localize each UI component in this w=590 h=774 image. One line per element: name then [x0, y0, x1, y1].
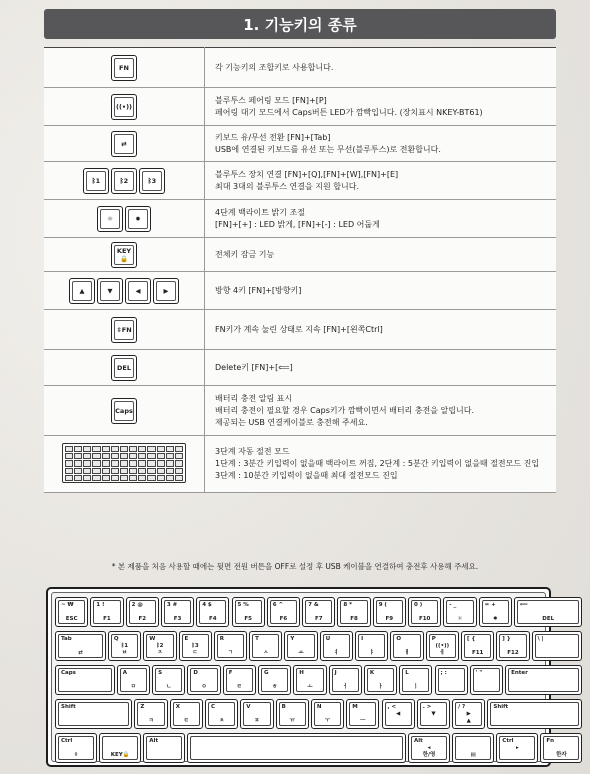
description-line: 배터리 충전 알림 표시 [215, 393, 293, 403]
keyboard-key [382, 699, 415, 729]
key-legend: ㅁ [130, 684, 137, 690]
key-legend: F7 [314, 616, 323, 622]
description-line: FN키가 계속 눌린 상태로 지속 [FN]+[왼쪽Ctrl] [215, 324, 383, 334]
function-row [44, 386, 556, 436]
key-legend: F10 [418, 616, 431, 622]
key-legend: ESC [65, 616, 78, 622]
keycap-icon [111, 242, 137, 268]
key-legend: Caps [61, 670, 76, 676]
key-icons-cell [44, 310, 205, 350]
description-cell [205, 162, 557, 200]
description-cell [205, 238, 557, 272]
keyboard-key [143, 631, 176, 661]
keyboard-key [364, 665, 397, 695]
description-line: 블루투스 페어링 모드 [FN]+[P] [215, 95, 327, 105]
function-row [44, 200, 556, 238]
keyboard-key [170, 699, 203, 729]
function-row [44, 238, 556, 272]
key-icons-cell [44, 88, 205, 126]
description-cell [205, 88, 557, 126]
keyboard-key [514, 597, 583, 627]
key-legend: 2 @ [131, 602, 143, 608]
key-legend: ㄹ [236, 684, 242, 690]
description-line: 최대 3대의 블루투스 연결을 지원 합니다. [215, 181, 359, 191]
key-legend: Shift [61, 704, 76, 710]
keyboard-key [108, 631, 141, 661]
key-legend: Enter [511, 670, 528, 676]
keycap-label: ▶ [156, 281, 176, 301]
description-cell [205, 272, 557, 310]
description-line: Delete키 [FN]+[⟸] [215, 362, 293, 372]
keycap-label: ᛒ1 [86, 171, 106, 191]
key-legend: M [352, 704, 358, 710]
key-legend: O [396, 636, 402, 642]
section-title: 1. 기능키의 종류 [243, 15, 357, 34]
key-legend: ㅂ [121, 650, 128, 656]
key-legend: R [219, 636, 225, 642]
description-line: 블루투스 장치 연결 [FN]+[Q],[FN]+[W],[FN]+[E] [215, 169, 399, 179]
keyboard-key [443, 597, 476, 627]
key-legend: ◂ [427, 745, 431, 751]
key-legend: K [369, 670, 375, 676]
key-legend: 1 ! [96, 602, 105, 608]
key-legend: S [158, 670, 163, 676]
keyboard-key [143, 733, 185, 763]
keyboard-key [390, 631, 423, 661]
keyboard-key [240, 699, 273, 729]
key-legend: \ | [537, 636, 544, 642]
keyboard-key [90, 597, 123, 627]
keyboard-key [470, 665, 503, 695]
key-legend: KEY🔒 [110, 752, 130, 758]
description-line: 키보드 유/무선 전환 [FN]+[Tab] [215, 132, 331, 142]
key-legend: ~ ₩ [61, 602, 74, 608]
keycap-icon [69, 278, 95, 304]
key-legend: ㅜ [324, 718, 331, 724]
key-legend: ㅠ [289, 718, 295, 724]
keycap-icon [111, 317, 137, 343]
key-legend: F9 [385, 616, 394, 622]
keycap-icon [125, 278, 151, 304]
key-legend: ((•)) [435, 643, 450, 649]
key-legend: ㅈ [157, 650, 163, 656]
keyboard-key [496, 631, 529, 661]
keyboard-key [329, 665, 362, 695]
key-legend: 한/영 [422, 752, 436, 758]
description-cell [205, 436, 557, 493]
function-row [44, 88, 556, 126]
key-legend: ㅔ [439, 650, 445, 656]
keyboard-key [426, 631, 459, 661]
key-icons-cell [44, 162, 205, 200]
description-line: 각 기능키의 조합키로 사용합니다. [215, 62, 334, 72]
key-legend: ᛒ3 [191, 643, 199, 649]
keycap-label: ☼ [100, 209, 120, 229]
key-legend: Tab [61, 636, 72, 642]
key-legend: ㅊ [218, 718, 225, 724]
key-legend: 3 # [166, 602, 178, 608]
keyboard-key [496, 733, 538, 763]
keyboard-key [320, 631, 353, 661]
key-legend: 8 * [343, 602, 353, 608]
key-legend: C [211, 704, 216, 710]
key-legend: F1 [103, 616, 111, 622]
description-cell [205, 310, 557, 350]
key-icons-cell [44, 200, 205, 238]
key-legend: T [255, 636, 259, 642]
key-legend: = + [484, 602, 496, 608]
key-legend: ㄷ [192, 650, 198, 656]
keycap-label: ⇄ [114, 134, 134, 154]
keycap-label: ◀ [128, 281, 148, 301]
keyboard-key [55, 665, 115, 695]
keyboard-key [276, 699, 309, 729]
description-cell [205, 386, 557, 436]
keyboard-key [126, 597, 159, 627]
key-legend: ㅑ [369, 650, 375, 656]
keycap-label: FN [114, 58, 134, 78]
key-legend: F [228, 670, 233, 676]
keyboard-key [505, 665, 582, 695]
key-legend: ㅇ [201, 684, 207, 690]
key-legend: Shift [493, 704, 509, 710]
function-row [44, 310, 556, 350]
keycap-icon [111, 398, 137, 424]
keyboard-key [196, 597, 229, 627]
keyboard-key [55, 631, 106, 661]
keycap-icon [111, 168, 137, 194]
key-legend: ㄱ [227, 650, 234, 656]
keyboard-key [399, 665, 432, 695]
keycap-icon [111, 94, 137, 120]
keyboard-key [479, 597, 512, 627]
keyboard-key [258, 665, 291, 695]
keycap-label: Caps [114, 401, 134, 421]
keyboard-diagram [46, 587, 567, 767]
key-legend: Y [290, 636, 295, 642]
key-legend: F8 [350, 616, 358, 622]
keyboard-key [452, 733, 494, 763]
key-legend: Alt [149, 738, 159, 744]
keyboard-key [487, 699, 582, 729]
keycap-label: ᛒ2 [114, 171, 134, 191]
key-legend: , < [387, 704, 397, 710]
keyboard-key [355, 631, 388, 661]
key-icons-cell [44, 386, 205, 436]
keyboard-key [337, 597, 370, 627]
keyboard-key [205, 699, 238, 729]
keyboard-key [99, 733, 141, 763]
key-legend: B [281, 704, 286, 710]
keyboard-key [161, 597, 194, 627]
keyboard-key [311, 699, 344, 729]
keyboard-key [55, 597, 88, 627]
keyboard-key [408, 733, 450, 763]
keycap-label: ((•)) [114, 97, 134, 117]
description-line: 배터리 충전이 필요할 경우 Caps키가 깜빡이면서 배터리 충전을 알립니다. [215, 405, 475, 415]
key-legend: D [193, 670, 198, 676]
keyboard-key [417, 699, 450, 729]
key-legend: ▶ [466, 711, 471, 717]
description-cell [205, 350, 557, 386]
key-legend: H [299, 670, 304, 676]
keyboard-key [249, 631, 282, 661]
description-line: 4단계 백라이트 밝기 조절 [215, 207, 305, 217]
key-legend: ㅓ [342, 684, 348, 690]
function-row [44, 436, 556, 493]
key-legend: ᛒ1 [120, 643, 129, 649]
key-legend: V [246, 704, 251, 710]
keycap-label: ▲ [72, 281, 92, 301]
description-line: 3단계 자동 절전 모드 [215, 447, 290, 456]
key-legend: F3 [173, 616, 182, 622]
keyboard-key [134, 699, 167, 729]
key-legend: ㅌ [183, 718, 189, 724]
description-cell [205, 126, 557, 162]
key-legend: 5 % [237, 602, 249, 608]
keycap-icon [111, 55, 137, 81]
key-legend: L [405, 670, 409, 676]
key-legend: Q [113, 636, 119, 642]
function-row [44, 126, 556, 162]
keycap-icon [111, 131, 137, 157]
key-legend: ▸ [515, 745, 519, 751]
key-legend: ㅗ [307, 684, 313, 690]
keyboard-key [232, 597, 265, 627]
key-legend: ▼ [431, 711, 436, 717]
key-legend: F6 [279, 616, 288, 622]
keycap-icon [97, 206, 123, 232]
description-line: 3단계 : 10분간 키입력이 없을때 최대 절전모드 진입 [215, 471, 398, 480]
description-line: 1단계 : 3분간 키입력이 없을때 백라이트 꺼짐, 2단계 : 5분간 키입력이 없을때 절전모드 진입 [215, 459, 540, 468]
key-legend: U [325, 636, 331, 642]
key-legend: ' " [475, 670, 483, 676]
usage-note: * 본 제품을 처음 사용할 때에는 뒷면 전원 버튼을 OFF로 설정 후 USB 케이블을 연결하여 충전후 사용해 주세요. [111, 562, 479, 571]
keycap-icon [153, 278, 179, 304]
keycap-icon [125, 206, 151, 232]
key-legend: ◀ [396, 711, 401, 717]
key-legend: ; : [440, 670, 447, 676]
key-icons-cell [44, 48, 205, 88]
key-legend: ▤ [470, 752, 476, 758]
key-legend: P [431, 636, 436, 642]
keyboard-key [435, 665, 468, 695]
keyboard-key [152, 665, 185, 695]
key-legend: ] } [502, 636, 511, 642]
function-row [44, 350, 556, 386]
key-legend: ㅛ [298, 650, 304, 656]
mini-keyboard-icon [62, 443, 186, 483]
key-legend: F4 [209, 616, 217, 622]
key-legend: F11 [471, 650, 484, 656]
key-legend: 한자 [556, 752, 567, 758]
key-legend: F5 [244, 616, 252, 622]
key-legend: ☼ [457, 616, 463, 622]
key-legend: ㅡ [360, 718, 366, 724]
description-line: [FN]+[+] : LED 밝게, [FN]+[-] : LED 어둡게 [215, 219, 380, 229]
key-legend: E [184, 636, 189, 642]
key-legend: Ctrl [61, 738, 73, 744]
key-legend: ㅏ [377, 684, 384, 690]
key-legend: Alt [414, 738, 423, 744]
keyboard-key [461, 631, 494, 661]
description-line: 전체키 잠금 기능 [215, 249, 275, 259]
keycap-label: ⇳FN [114, 320, 134, 340]
key-icons-cell [44, 350, 205, 386]
keycap-label: ✹ [128, 209, 148, 229]
key-legend: F12 [507, 650, 519, 656]
keyboard-key [346, 699, 379, 729]
keyboard-key [187, 733, 406, 763]
key-legend: X [175, 704, 180, 710]
key-legend: ⇳ [73, 752, 79, 758]
key-legend: [ { [467, 636, 476, 642]
keycap-label: DEL [114, 358, 134, 378]
function-row [44, 162, 556, 200]
keyboard-key [373, 597, 406, 627]
description-line: 방향 4키 [FN]+[방향키] [215, 285, 302, 295]
key-legend: F2 [138, 616, 147, 622]
function-row [44, 272, 556, 310]
key-legend: ▲ [466, 718, 471, 724]
key-icons-cell [44, 126, 205, 162]
key-legend: ㅎ [271, 684, 278, 690]
key-icons-cell [44, 436, 205, 493]
keyboard-key [55, 733, 97, 763]
keyboard-key [179, 631, 212, 661]
keycap-label: ᛒ3 [142, 171, 162, 191]
keyboard-key [452, 699, 485, 729]
key-legend: ㅅ [263, 650, 269, 656]
key-legend: J [334, 670, 337, 676]
keyboard-key [532, 631, 583, 661]
keyboard-key [302, 597, 335, 627]
keycap-label: KEY🔒 [114, 245, 134, 265]
function-key-table [44, 47, 556, 493]
key-legend: ✹ [492, 616, 498, 622]
key-legend: DEL [542, 616, 555, 622]
section-title-banner [44, 9, 556, 39]
key-legend: ㅍ [254, 718, 260, 724]
key-legend: N [316, 704, 322, 710]
key-legend: ㅐ [404, 650, 410, 656]
keyboard-key [408, 597, 441, 627]
keyboard-key [540, 733, 582, 763]
description-line: USB에 연결된 키보드를 유선 또는 무선(블루투스)로 전환합니다. [215, 144, 441, 154]
keyboard-key [293, 665, 326, 695]
keyboard-key [223, 665, 256, 695]
key-legend: ㄴ [166, 684, 172, 690]
key-icons-cell [44, 272, 205, 310]
key-legend: ⇄ [78, 650, 83, 656]
keyboard-key [214, 631, 247, 661]
key-legend: I [361, 636, 364, 642]
key-legend: Ctrl [502, 738, 514, 744]
key-legend: ᛒ2 [156, 643, 164, 649]
key-legend: 9 ( [378, 602, 387, 608]
key-legend: - _ [449, 602, 457, 608]
key-legend: ⟸ [519, 602, 528, 608]
key-legend: A [122, 670, 128, 676]
key-legend: 4 $ [202, 602, 212, 608]
key-icons-cell [44, 238, 205, 272]
description-cell [205, 200, 557, 238]
key-legend: ㅋ [148, 718, 154, 724]
description-cell [205, 48, 557, 88]
key-legend: G [264, 670, 269, 676]
keyboard-key [117, 665, 150, 695]
key-legend: Fn [546, 738, 555, 744]
keycap-icon [83, 168, 109, 194]
key-legend: Z [140, 704, 145, 710]
keycap-label: ▼ [100, 281, 120, 301]
keycap-icon [111, 355, 137, 381]
description-line: 페어링 대기 모드에서 Caps버튼 LED가 깜빡입니다. (장치표시 NKEY-BT61) [215, 107, 483, 117]
key-legend: . > [422, 704, 432, 710]
keyboard-key [267, 597, 300, 627]
key-legend: / ? [458, 704, 466, 710]
keyboard-key [284, 631, 317, 661]
keycap-icon [139, 168, 165, 194]
keycap-icon [97, 278, 123, 304]
keyboard-key [187, 665, 220, 695]
key-legend: W [149, 636, 156, 642]
keyboard-plate [51, 592, 567, 762]
key-legend: 6 ^ [272, 602, 284, 608]
key-legend: ㅣ [413, 684, 419, 690]
function-row [44, 48, 556, 88]
key-legend: ㅕ [333, 650, 340, 656]
description-line: 제공되는 USB 연결케이블로 충전해 주세요. [215, 417, 368, 427]
keyboard-key [55, 699, 132, 729]
key-legend: 0 ) [414, 602, 423, 608]
key-legend: 7 & [308, 602, 319, 608]
